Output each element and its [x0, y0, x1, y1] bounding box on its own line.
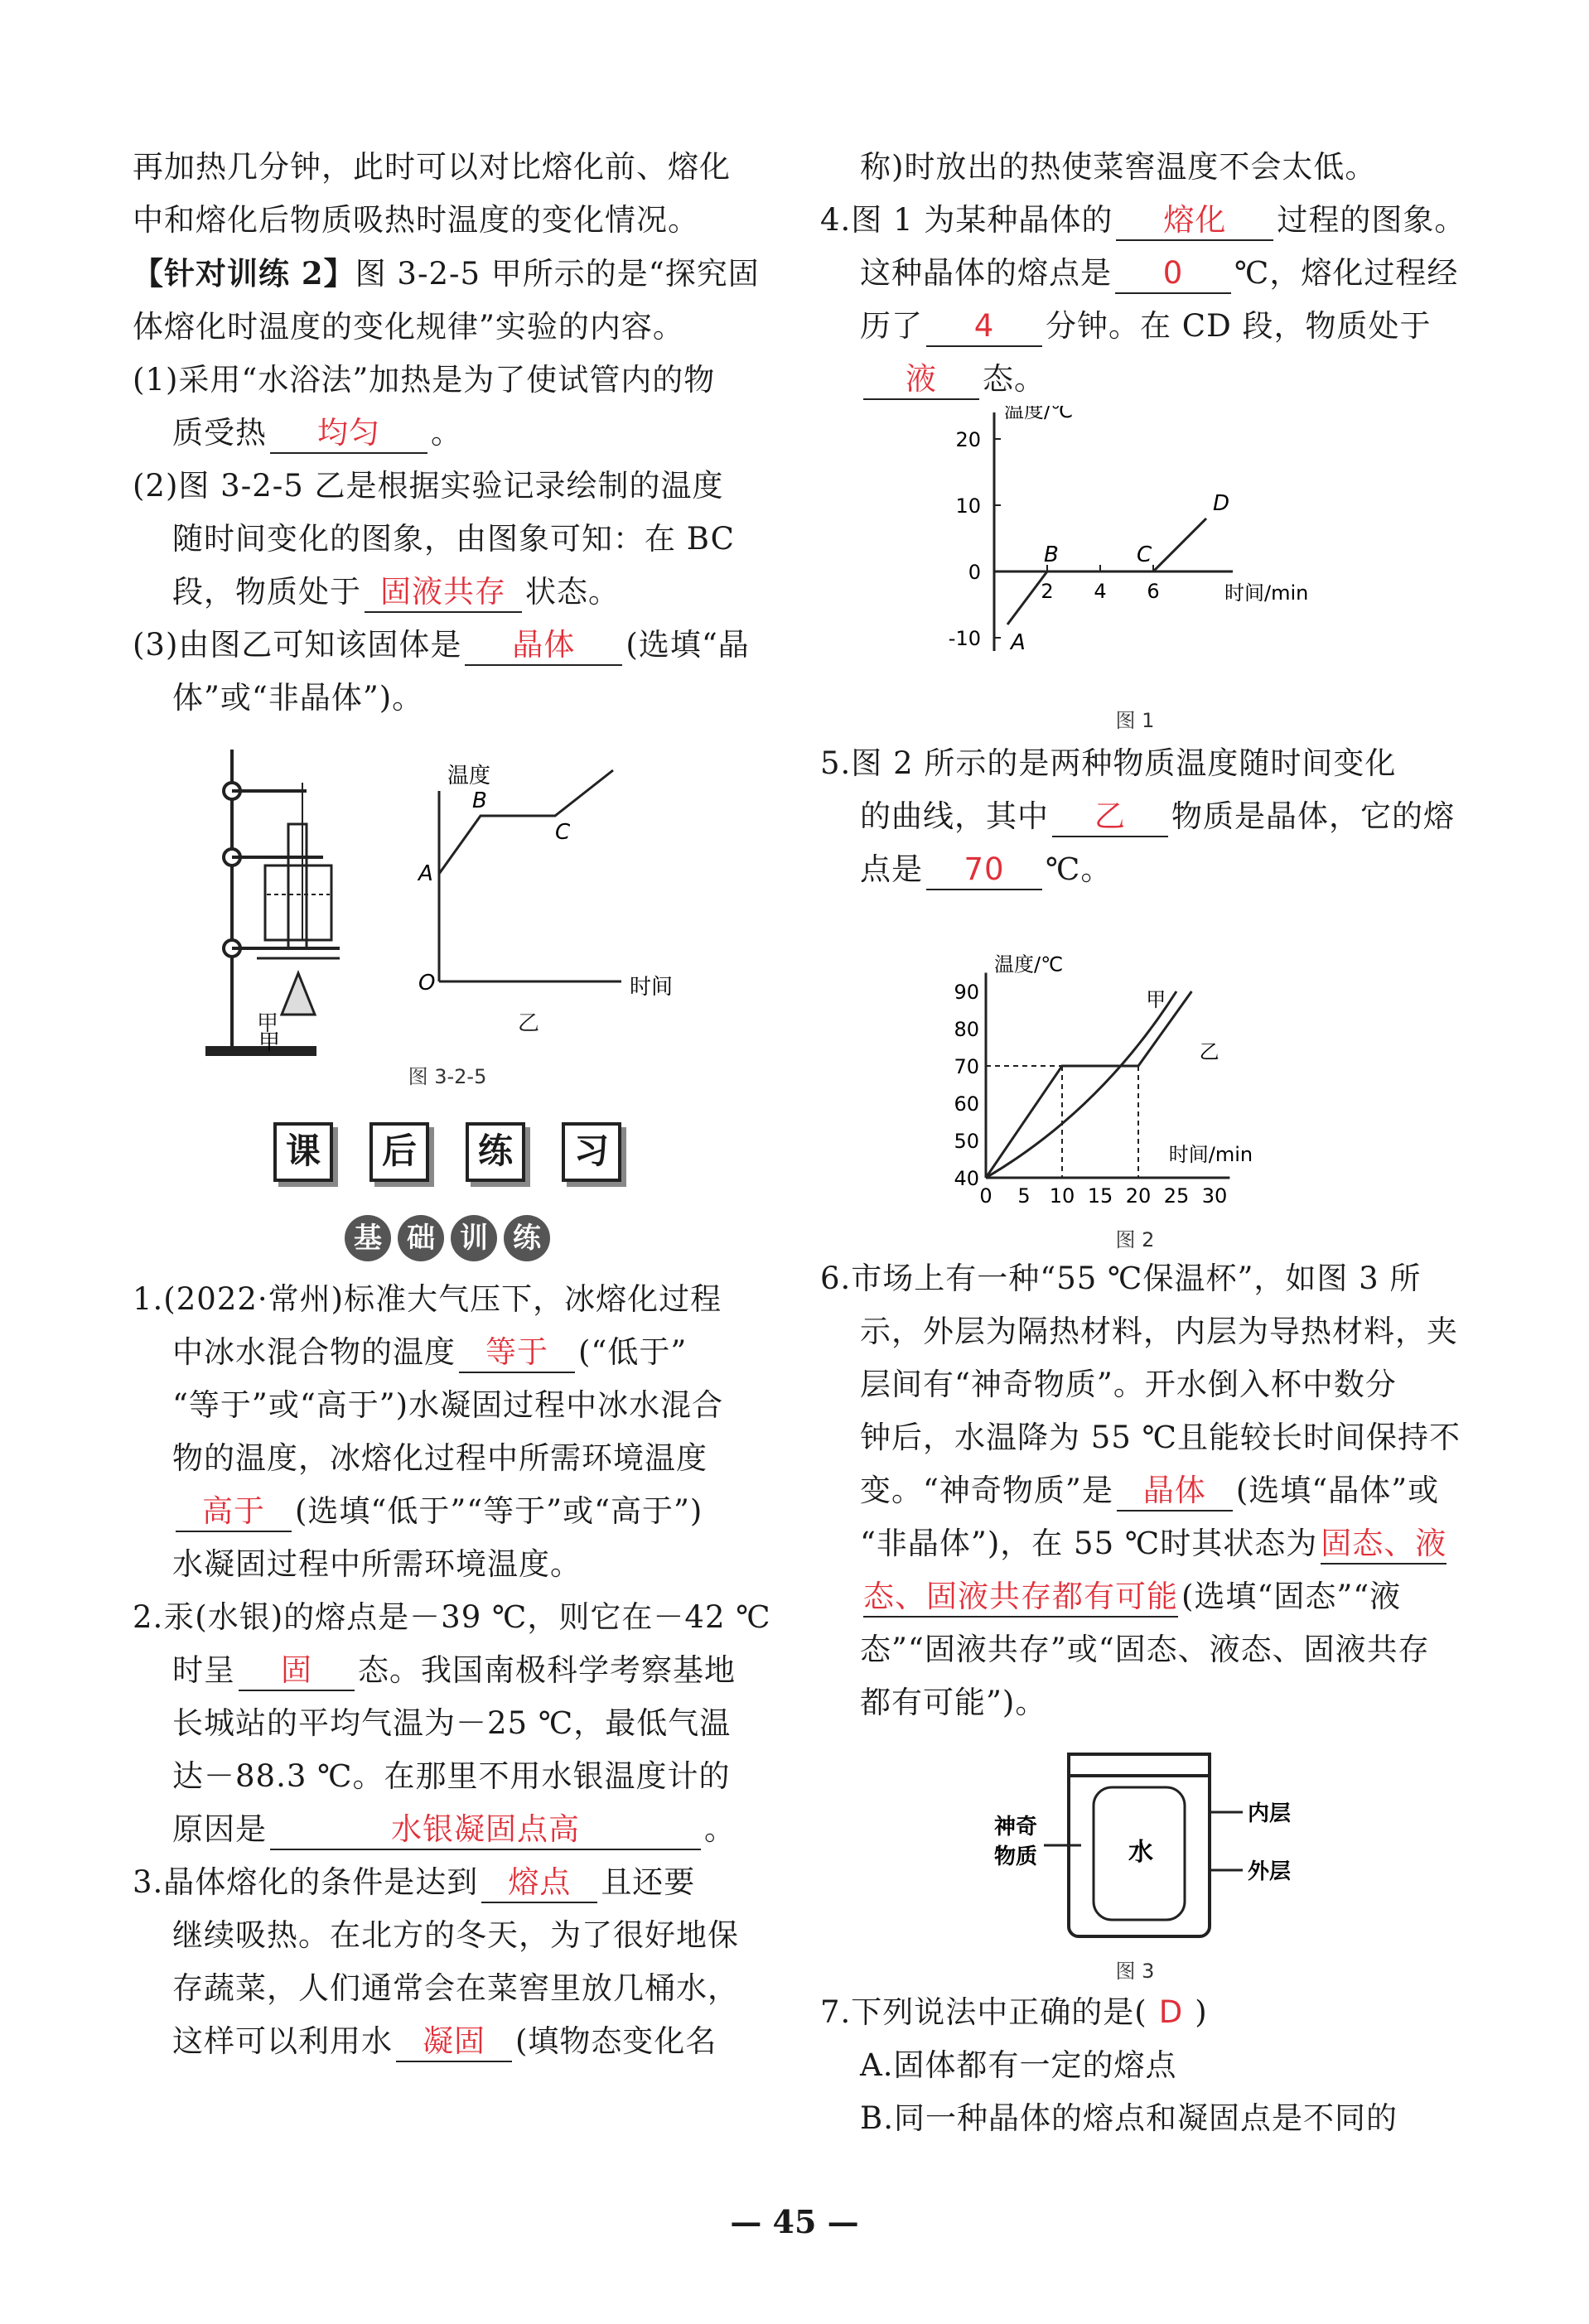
answer-blank[interactable]: 固态、液 — [1321, 1525, 1447, 1565]
y-tick-label: 20 — [955, 428, 981, 451]
text: 分钟。在 CD 段，物质处于 — [1046, 308, 1432, 344]
text-line: 水凝固过程中所需环境温度。 — [172, 1546, 582, 1582]
point-label: B — [1044, 542, 1059, 567]
y-tick-label: -10 — [948, 627, 981, 650]
text: ) — [1195, 1994, 1208, 2030]
text: 变。“神奇物质”是 — [860, 1473, 1113, 1508]
text-line: 图 3-2-5 甲所示的是“探究固 — [355, 256, 760, 292]
text-line: 2.汞(水银)的熔点是－39 ℃，则它在－42 ℃ — [133, 1599, 771, 1635]
sub-char: 练 — [504, 1215, 550, 1261]
text-line: 物的温度，冰熔化过程中所需环境温度 — [172, 1440, 708, 1476]
text: 这样可以利用水 — [172, 2023, 393, 2059]
q3-answer-line — [133, 619, 762, 672]
text: 且还要 — [601, 1864, 696, 1900]
text: (选填“晶体”或 — [1235, 1473, 1440, 1508]
answer-blank[interactable]: 固 — [239, 1651, 355, 1691]
p3-line — [133, 2015, 762, 2068]
text: 历了 — [860, 308, 923, 344]
answer-blank[interactable]: 晶体 — [1117, 1472, 1233, 1512]
text-line: (1)采用“水浴法”加热是为了使试管内的物 — [133, 362, 716, 398]
x-tick-label: 20 — [1125, 1184, 1152, 1208]
text-line: 体”或“非晶体”)。 — [172, 680, 424, 716]
text: 段，物质处于 — [172, 574, 361, 610]
answer-blank[interactable]: 4 — [926, 307, 1042, 347]
y-tick-label: 0 — [968, 561, 981, 584]
series-jia — [986, 991, 1176, 1178]
section-char: 练 — [466, 1122, 525, 1182]
section-char: 后 — [369, 1122, 429, 1182]
y-axis-label: 温度 — [447, 764, 491, 788]
left-column — [133, 141, 771, 2068]
section-char: 课 — [273, 1122, 333, 1182]
figure-3-2-5 — [133, 741, 762, 1097]
point-label: C — [555, 820, 571, 845]
text-line: 5.图 2 所示的是两种物质温度随时间变化 — [820, 745, 1397, 781]
caption-jia: 甲 — [257, 1011, 279, 1036]
text: “非晶体”)，在 55 ℃时其状态为 — [860, 1526, 1318, 1561]
text-line: 层间有“神奇物质”。开水倒入杯中数分 — [860, 1367, 1397, 1402]
text: 质受热 — [172, 415, 267, 451]
p4-line — [820, 194, 1466, 247]
text: (填物态变化名 — [515, 2023, 717, 2059]
answer-blank[interactable]: 高于 — [176, 1492, 292, 1532]
sub-char: 础 — [398, 1215, 444, 1261]
text-line: 存蔬菜，人们通常会在菜窖里放几桶水， — [172, 1970, 739, 2006]
answer-blank[interactable]: 等于 — [459, 1333, 575, 1373]
x-tick-label: 5 — [1017, 1184, 1031, 1208]
label-jia: 甲 — [258, 1030, 281, 1055]
sub-char: 训 — [451, 1215, 497, 1261]
inner-label: 内层 — [1248, 1801, 1292, 1826]
text: 。 — [704, 1811, 736, 1847]
graph-yi — [417, 764, 673, 1000]
x-tick-label: 30 — [1201, 1184, 1228, 1208]
p4-line — [820, 300, 1450, 353]
text: 过程的图象。 — [1277, 202, 1466, 238]
text-line: 体熔化时温度的变化规律”实验的内容。 — [133, 309, 684, 345]
series-yi — [986, 991, 1191, 1178]
x-axis-label: 时间/min — [1168, 1143, 1253, 1166]
text: (3)由图乙可知该固体是 — [133, 627, 462, 663]
text: 这种晶体的熔点是 — [860, 255, 1112, 291]
x-tick-label: 15 — [1087, 1184, 1113, 1208]
text: 。 — [431, 415, 462, 451]
point-label: A — [418, 861, 433, 886]
answer-blank[interactable]: 均匀 — [270, 414, 427, 454]
figure-1 — [820, 406, 1450, 737]
training-2 — [133, 247, 762, 301]
p1-line — [133, 1485, 762, 1538]
p2-line — [133, 1644, 762, 1697]
point-label: A — [1011, 630, 1026, 655]
y-axis-label: 温度/℃ — [994, 952, 1064, 976]
right-column — [820, 141, 1466, 2145]
p5-line — [820, 790, 1455, 843]
text: 状态。 — [525, 574, 620, 610]
text: (“低于” — [578, 1334, 688, 1370]
p6-line — [820, 1570, 1450, 1623]
q1-answer-line — [133, 407, 762, 460]
origin-label: O — [418, 971, 436, 996]
text-line: 达－88.3 ℃。在那里不用水银温度计的 — [172, 1758, 731, 1794]
y-tick-label: 10 — [955, 494, 981, 518]
p4-line — [820, 247, 1459, 300]
point-label: D — [1213, 491, 1230, 516]
x-tick-label: 10 — [1049, 1184, 1075, 1208]
q2-answer-line — [133, 566, 762, 619]
text: 3.晶体熔化的条件是达到 — [133, 1864, 479, 1900]
option-a: A.固体都有一定的熔点 — [860, 2047, 1177, 2083]
text: 物质是晶体，它的熔 — [1171, 798, 1455, 834]
figure-caption: 图 2 — [1115, 1228, 1155, 1251]
x-axis-label: 时间/min — [1224, 581, 1309, 605]
figure-caption: 图 3 — [1115, 1960, 1155, 1983]
text-line: 再加热几分钟，此时可以对比熔化前、熔化 — [133, 149, 731, 185]
text: 原因是 — [172, 1811, 267, 1847]
text: 时呈 — [172, 1652, 235, 1688]
p7-line — [820, 1986, 1450, 2039]
answer-blank[interactable]: 水银凝固点高 — [270, 1811, 701, 1850]
text: 中冰水混合物的温度 — [172, 1334, 456, 1370]
answer-blank[interactable]: 晶体 — [465, 626, 622, 666]
answer-blank[interactable]: 0 — [1115, 254, 1231, 294]
section-char: 习 — [562, 1122, 621, 1182]
text: (选填“晶 — [625, 627, 750, 663]
text-line: 钟后，水温降为 55 ℃且能较长时间保持不 — [860, 1420, 1461, 1455]
option-b: B.同一种晶体的熔点和凝固点是不同的 — [860, 2100, 1398, 2136]
text-line: 继续吸热。在北方的冬天，为了很好地保 — [172, 1917, 739, 1953]
y-tick-label: 40 — [954, 1167, 979, 1190]
outer-label: 外层 — [1248, 1859, 1292, 1884]
figure-1-chart — [820, 406, 1450, 712]
y-tick-label: 90 — [954, 981, 979, 1004]
answer-choice[interactable]: D — [1158, 1994, 1184, 2030]
x-tick-label: 25 — [1163, 1184, 1190, 1208]
water-label: 水 — [1128, 1838, 1153, 1867]
y-tick-label: 60 — [954, 1092, 979, 1116]
y-tick-label: 80 — [954, 1018, 979, 1041]
figure-2-chart — [820, 896, 1450, 1227]
figure-caption: 图 3-2-5 — [408, 1065, 487, 1088]
section-title — [133, 1122, 762, 1182]
series-label: 乙 — [1199, 1040, 1220, 1063]
subsection-title — [133, 1215, 762, 1261]
x-tick-label: 2 — [1041, 580, 1054, 603]
text: 点是 — [860, 851, 923, 887]
answer-blank[interactable]: 固液共存 — [365, 573, 522, 613]
p6-line — [820, 1517, 1450, 1570]
text: 态。 — [983, 361, 1046, 397]
page-number-value: 45 — [772, 2203, 817, 2240]
point-label: C — [1137, 542, 1152, 567]
text-line: 都有可能”)。 — [860, 1685, 1047, 1720]
answer-blank[interactable]: 凝固 — [396, 2023, 512, 2062]
text-line: 随时间变化的图象，由图象可知：在 BC — [172, 521, 735, 557]
text-line: “等于”或“高于”)水凝固过程中冰水混合 — [172, 1387, 724, 1423]
text: ℃。 — [1046, 851, 1113, 887]
text: 的曲线，其中 — [860, 798, 1049, 834]
answer-blank[interactable]: 熔点 — [481, 1864, 597, 1903]
caption-yi: 乙 — [518, 1011, 540, 1036]
text-line: 示，外层为隔热材料，内层为导热材料，夹 — [860, 1314, 1458, 1349]
answer-blank[interactable]: 液 — [863, 360, 979, 400]
text-line: 6.市场上有一种“55 ℃保温杯”，如图 3 所 — [820, 1261, 1422, 1296]
text: 态。我国南极科学考察基地 — [358, 1652, 736, 1688]
x-tick-label: 6 — [1147, 580, 1160, 603]
p5-line — [820, 843, 1450, 896]
y-tick-label: 50 — [954, 1130, 979, 1153]
text: 7.下列说法中正确的是( — [820, 1994, 1147, 2030]
sub-char: 基 — [345, 1215, 391, 1261]
magic-label: 物质 — [994, 1844, 1038, 1869]
point-label: B — [472, 788, 487, 813]
series-label: 甲 — [1146, 988, 1166, 1011]
p1-line — [133, 1326, 762, 1379]
text: ℃，熔化过程经 — [1234, 255, 1459, 291]
p4-line — [820, 353, 1450, 406]
text-line: 1.(2022·常州)标准大气压下，冰熔化过程 — [133, 1281, 722, 1317]
training-tag: 【针对训练 2】 — [133, 255, 355, 292]
figure-3-drawing — [820, 1738, 1450, 1953]
figure-3-2-5-drawing — [133, 741, 762, 1056]
answer-blank[interactable]: 熔化 — [1116, 201, 1273, 241]
answer-blank[interactable]: 态、固液共存都有可能 — [863, 1578, 1178, 1618]
figure-caption: 图 1 — [1115, 709, 1155, 732]
p2-line — [133, 1803, 762, 1856]
y-tick-label: 70 — [954, 1055, 979, 1078]
p3-line — [133, 1856, 762, 1909]
x-tick-label: 0 — [979, 1184, 993, 1208]
text: (选填“固态”“液 — [1181, 1579, 1402, 1614]
p6-line — [820, 1464, 1450, 1517]
text: 4.图 1 为某种晶体的 — [820, 202, 1113, 238]
text: (选填“低于”“等于”或“高于”) — [295, 1493, 703, 1529]
text-line: 态”“固液共存”或“固态、液态、固液共存 — [860, 1632, 1430, 1667]
answer-blank[interactable]: 70 — [926, 851, 1042, 890]
text-line: (2)图 3-2-5 乙是根据实验记录绘制的温度 — [133, 468, 724, 504]
text-line: 称)时放出的热使菜窖温度不会太低。 — [860, 149, 1377, 185]
text-line: 中和熔化后物质吸热时温度的变化情况。 — [133, 202, 699, 238]
x-tick-label: 4 — [1094, 580, 1107, 603]
magic-label: 神奇 — [994, 1815, 1038, 1839]
y-axis-label: 温度/℃ — [1004, 406, 1074, 422]
figure-2 — [820, 896, 1450, 1252]
x-axis-label: 时间 — [630, 975, 674, 1000]
page-number: — 45 — — [730, 2203, 859, 2240]
cup-lid — [1069, 1754, 1210, 1776]
figure-3 — [820, 1738, 1450, 1986]
text-line: 长城站的平均气温为－25 ℃，最低气温 — [172, 1705, 732, 1741]
answer-blank[interactable]: 乙 — [1052, 798, 1168, 837]
